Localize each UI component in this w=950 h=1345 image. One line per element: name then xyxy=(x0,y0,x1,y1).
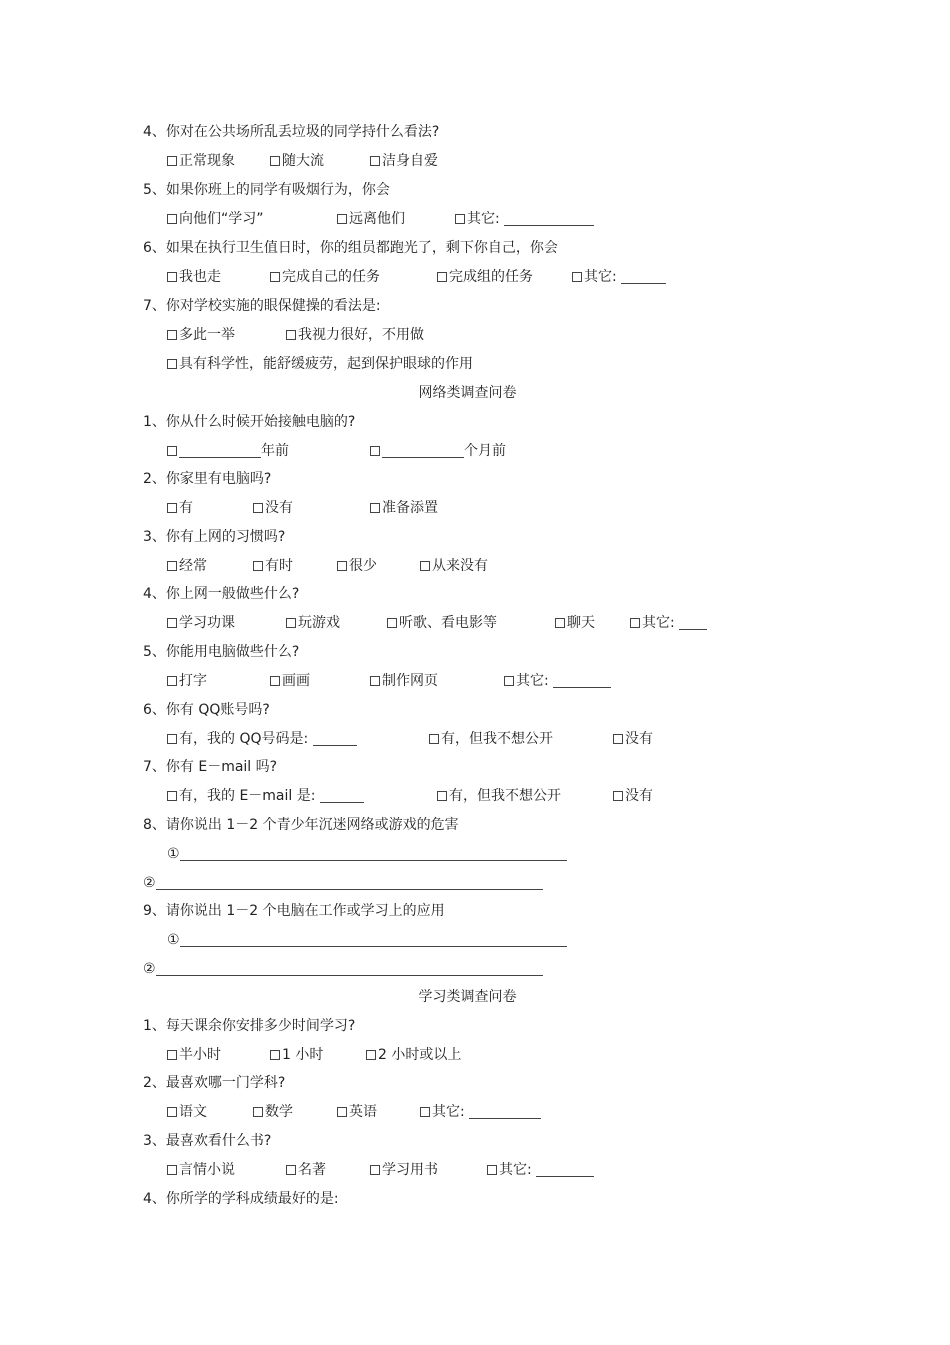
checkbox-option-other[interactable]: 其它: xyxy=(487,1160,594,1180)
checkbox-icon xyxy=(167,156,177,166)
checkbox-icon xyxy=(555,618,565,628)
checkbox-option[interactable]: 正常现象 xyxy=(167,151,235,171)
question-4: 4、你所学的学科成绩最好的是: xyxy=(143,1191,339,1207)
question-2: 2、你家里有电脑吗? xyxy=(143,471,272,487)
answer-line-2[interactable]: ② xyxy=(143,873,543,893)
question-4: 4、你对在公共场所乱丢垃圾的同学持什么看法? xyxy=(143,124,440,140)
checkbox-option[interactable]: 打字 xyxy=(167,671,207,691)
checkbox-icon xyxy=(420,1107,430,1117)
checkbox-option[interactable]: 2 小时或以上 xyxy=(366,1045,461,1065)
checkbox-icon xyxy=(613,734,623,744)
checkbox-option[interactable]: 从来没有 xyxy=(420,556,488,576)
question-3: 3、最喜欢看什么书? xyxy=(143,1133,272,1149)
checkbox-icon xyxy=(437,272,447,282)
blank-field[interactable] xyxy=(553,673,611,688)
checkbox-option[interactable]: 远离他们 xyxy=(337,209,405,229)
checkbox-icon xyxy=(167,330,177,340)
checkbox-icon xyxy=(370,676,380,686)
checkbox-option[interactable]: 名著 xyxy=(286,1160,326,1180)
checkbox-icon xyxy=(370,156,380,166)
question-8: 8、请你说出 1－2 个青少年沉迷网络或游戏的危害 xyxy=(143,817,459,833)
checkbox-icon xyxy=(286,618,296,628)
checkbox-option-other[interactable]: 其它: xyxy=(420,1102,541,1122)
checkbox-option[interactable]: 完成自己的任务 xyxy=(270,267,380,287)
checkbox-option[interactable]: 有 xyxy=(167,498,193,518)
checkbox-icon xyxy=(167,734,177,744)
checkbox-icon xyxy=(370,1165,380,1175)
answer-line-1[interactable]: ① xyxy=(167,844,567,864)
checkbox-icon xyxy=(370,446,380,456)
checkbox-icon xyxy=(286,1165,296,1175)
checkbox-option[interactable]: 具有科学性，能舒缓疲劳，起到保护眼球的作用 xyxy=(167,354,473,374)
checkbox-option[interactable]: 1 小时 xyxy=(270,1045,323,1065)
blank-field[interactable] xyxy=(180,846,567,861)
checkbox-option[interactable]: 语文 xyxy=(167,1102,207,1122)
checkbox-icon xyxy=(167,561,177,571)
question-4: 4、你上网一般做些什么? xyxy=(143,586,300,602)
checkbox-option[interactable]: 没有 xyxy=(253,498,293,518)
checkbox-option-other[interactable]: 其它: xyxy=(455,209,594,229)
blank-field[interactable] xyxy=(469,1104,541,1119)
question-5: 5、如果你班上的同学有吸烟行为，你会 xyxy=(143,182,390,198)
question-3: 3、你有上网的习惯吗? xyxy=(143,529,286,545)
checkbox-option[interactable]: 多此一举 xyxy=(167,325,235,345)
checkbox-icon xyxy=(167,446,177,456)
question-5: 5、你能用电脑做些什么? xyxy=(143,644,300,660)
answer-line-2[interactable]: ② xyxy=(143,959,543,979)
checkbox-option[interactable]: 有时 xyxy=(253,556,293,576)
question-2: 2、最喜欢哪一门学科? xyxy=(143,1075,286,1091)
checkbox-icon xyxy=(270,156,280,166)
checkbox-icon xyxy=(370,503,380,513)
checkbox-option[interactable]: 没有 xyxy=(613,786,653,806)
checkbox-icon xyxy=(167,359,177,369)
checkbox-option[interactable]: 英语 xyxy=(337,1102,377,1122)
checkbox-icon xyxy=(167,676,177,686)
checkbox-option[interactable]: 我视力很好，不用做 xyxy=(286,325,424,345)
checkbox-option[interactable]: 我也走 xyxy=(167,267,221,287)
blank-field[interactable] xyxy=(156,875,543,890)
checkbox-option[interactable]: 随大流 xyxy=(270,151,324,171)
checkbox-option[interactable]: 向他们“学习” xyxy=(167,209,264,229)
checkbox-icon xyxy=(167,1107,177,1117)
checkbox-option[interactable]: 准备添置 xyxy=(370,498,438,518)
checkbox-option[interactable]: 很少 xyxy=(337,556,377,576)
checkbox-option[interactable]: 洁身自爱 xyxy=(370,151,438,171)
checkbox-icon xyxy=(613,791,623,801)
section-title: 网络类调查问卷 xyxy=(418,385,517,401)
checkbox-icon xyxy=(167,1050,177,1060)
checkbox-option[interactable]: 言情小说 xyxy=(167,1160,235,1180)
checkbox-icon xyxy=(253,1107,263,1117)
checkbox-icon xyxy=(437,791,447,801)
checkbox-icon xyxy=(455,214,465,224)
checkbox-icon xyxy=(167,618,177,628)
checkbox-icon xyxy=(167,214,177,224)
checkbox-option[interactable]: 有，但我不想公开 xyxy=(429,729,553,749)
checkbox-option-other[interactable]: 其它: xyxy=(504,671,611,691)
checkbox-icon xyxy=(572,272,582,282)
checkbox-option[interactable]: 聊天 xyxy=(555,613,595,633)
checkbox-icon xyxy=(337,214,347,224)
blank-field[interactable] xyxy=(320,788,364,803)
question-6: 6、你有 QQ账号吗? xyxy=(143,702,270,718)
blank-field[interactable] xyxy=(179,443,261,458)
question-9: 9、请你说出 1－2 个电脑在工作或学习上的应用 xyxy=(143,903,445,919)
blank-field[interactable] xyxy=(180,932,567,947)
checkbox-icon xyxy=(253,561,263,571)
checkbox-icon xyxy=(167,1165,177,1175)
checkbox-option[interactable]: 有，但我不想公开 xyxy=(437,786,561,806)
question-7: 7、你有 E－mail 吗? xyxy=(143,759,278,775)
checkbox-icon xyxy=(337,561,347,571)
question-1: 1、每天课余你安排多少时间学习? xyxy=(143,1018,356,1034)
section-title: 学习类调查问卷 xyxy=(418,989,517,1005)
checkbox-icon xyxy=(167,272,177,282)
checkbox-option[interactable]: 数学 xyxy=(253,1102,293,1122)
blank-field[interactable] xyxy=(536,1162,594,1177)
checkbox-icon xyxy=(487,1165,497,1175)
checkbox-icon xyxy=(504,676,514,686)
checkbox-option-other[interactable]: 其它: xyxy=(630,613,707,633)
checkbox-option[interactable]: 没有 xyxy=(613,729,653,749)
checkbox-option[interactable]: 完成组的任务 xyxy=(437,267,533,287)
blank-field[interactable] xyxy=(313,731,357,746)
checkbox-option-other[interactable]: 其它: xyxy=(572,267,666,287)
checkbox-icon xyxy=(420,561,430,571)
checkbox-option[interactable]: 玩游戏 xyxy=(286,613,340,633)
checkbox-icon xyxy=(337,1107,347,1117)
checkbox-option[interactable]: 学习功课 xyxy=(167,613,235,633)
checkbox-option[interactable]: 年前 xyxy=(167,441,289,461)
checkbox-icon xyxy=(630,618,640,628)
question-7: 7、你对学校实施的眼保健操的看法是: xyxy=(143,298,381,314)
blank-field[interactable] xyxy=(621,269,666,284)
checkbox-icon xyxy=(429,734,439,744)
answer-line-1[interactable]: ① xyxy=(167,930,567,950)
checkbox-icon xyxy=(366,1050,376,1060)
checkbox-option[interactable]: 经常 xyxy=(167,556,207,576)
checkbox-icon xyxy=(270,1050,280,1060)
blank-field[interactable] xyxy=(679,615,707,630)
checkbox-option[interactable]: 学习用书 xyxy=(370,1160,438,1180)
checkbox-icon xyxy=(387,618,397,628)
checkbox-icon xyxy=(270,676,280,686)
checkbox-icon xyxy=(270,272,280,282)
question-6: 6、如果在执行卫生值日时，你的组员都跑光了，剩下你自己，你会 xyxy=(143,240,558,256)
checkbox-option[interactable]: 个月前 xyxy=(370,441,506,461)
checkbox-icon xyxy=(167,503,177,513)
checkbox-icon xyxy=(286,330,296,340)
checkbox-icon xyxy=(167,791,177,801)
checkbox-icon xyxy=(253,503,263,513)
blank-field[interactable] xyxy=(156,961,543,976)
checkbox-option[interactable]: 画画 xyxy=(270,671,310,691)
blank-field[interactable] xyxy=(504,211,594,226)
checkbox-option[interactable]: 有，我的 E－mail 是: xyxy=(167,786,364,806)
question-1: 1、你从什么时候开始接触电脑的? xyxy=(143,414,356,430)
checkbox-option[interactable]: 制作网页 xyxy=(370,671,438,691)
checkbox-option[interactable]: 半小时 xyxy=(167,1045,221,1065)
blank-field[interactable] xyxy=(382,443,464,458)
checkbox-option[interactable]: 听歌、看电影等 xyxy=(387,613,497,633)
checkbox-option[interactable]: 有，我的 QQ号码是: xyxy=(167,729,357,749)
